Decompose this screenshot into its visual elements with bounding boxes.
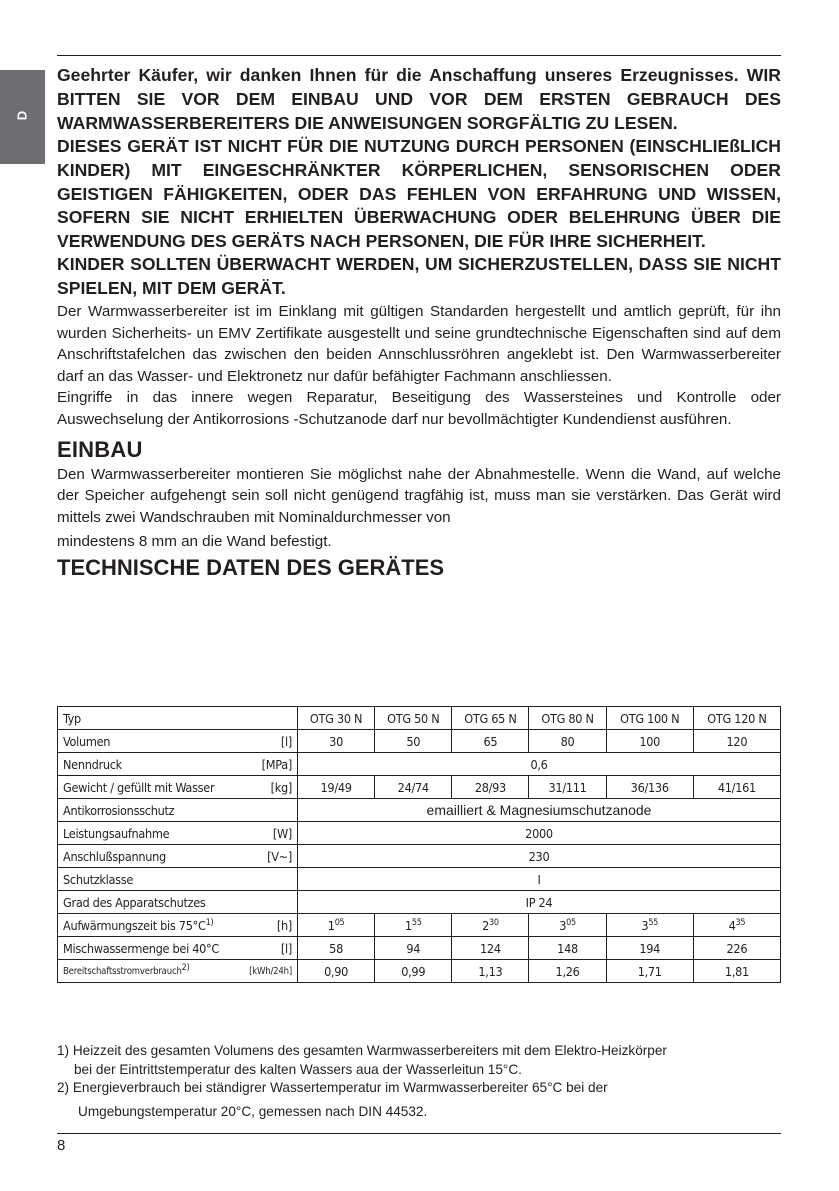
nenndruck-unit: [MPa] [261, 756, 292, 772]
value-cell: 100 [606, 730, 693, 753]
footnote-2: 2) Energieverbrauch bei ständigrer Wassertemperatur im Warmwasserbereiter 65°C bei der [57, 1080, 608, 1095]
tech-data-heading: TECHNISCHE DATEN DES GERÄTES [57, 555, 445, 580]
spannung-label: Anschlußspannung [63, 848, 166, 864]
bereitschaft-unit: [kWh/24h] [249, 965, 292, 977]
model-cell: OTG 65 N [452, 707, 529, 730]
value-cell: emailliert & Magnesiumschutzanode [298, 799, 781, 822]
value-cell: 41/161 [693, 776, 780, 799]
value-cell: 2000 [298, 822, 781, 845]
footnote-2-cont: Umgebungstemperatur 20°C, gemessen nach DIN 44532. [78, 1103, 428, 1119]
table-row [58, 868, 781, 891]
value-cell: 1,26 [529, 960, 606, 983]
value-cell: 31/111 [529, 776, 606, 799]
warning-children: KINDER SOLLTEN ÜBERWACHT WERDEN, UM SICHERZUSTELLEN, DASS SIE NICHT SPIELEN, MIT DEM GERÄT. [57, 254, 781, 299]
row-label-spannung [58, 845, 298, 868]
warning-intro: Geehrter Käufer, wir danken Ihnen für die Anschaffung unseres Erzeugnisses. WIR BITTEN SIE VOR DEM EINBAU UND VOR DEM ERSTEN GEBRAUCH DES WARMWASSERBEREITERS DIE ANWEISUNGEN SORGFÄLTIG ZU LESEN. [57, 65, 781, 133]
row-label-mischwasser [58, 937, 298, 960]
value-cell: 194 [606, 937, 693, 960]
model-cell: OTG 100 N [606, 707, 693, 730]
row-label-bereitschaft [58, 960, 298, 983]
aufwaermzeit-unit: [h] [276, 917, 292, 933]
table-row [58, 822, 781, 845]
footnote-1-cont: bei der Eintrittstemperatur des kalten Wassers aua der Wasserleitun 15°C. [74, 1061, 522, 1077]
row-label-typ: Typ [58, 707, 298, 730]
footnotes [57, 1042, 781, 1121]
leistung-unit: [W] [272, 825, 292, 841]
value-cell: $4^{35}$ [693, 914, 780, 937]
table-row [58, 730, 781, 753]
mischwasser-unit: [l] [280, 940, 292, 956]
row-label-aufwaermzeit [58, 914, 298, 937]
model-cell: OTG 50 N [375, 707, 452, 730]
language-tab [0, 70, 45, 164]
leistung-label: Leistungsaufnahme [63, 825, 170, 841]
language-tab-letter: D [14, 110, 30, 121]
volumen-label: Volumen [63, 733, 111, 749]
row-label-gewicht [58, 776, 298, 799]
value-cell: 94 [375, 937, 452, 960]
table-row [58, 891, 781, 914]
model-cell: OTG 30 N [298, 707, 375, 730]
value-cell: 226 [693, 937, 780, 960]
einbau-text: Den Warmwasserbereiter montieren Sie möglichst nahe der Abnahmestelle. Wenn die Wand, auf welche der Speicher aufgehengt sein soll nicht genügend tragfähig ist, muss man sie verstärken. Das Gerät wird mittels zwei Wandschrauben mit Nominaldurchmesser von [57, 465, 781, 526]
table-row [58, 753, 781, 776]
paragraph-standards: Der Warmwasserbereiter ist im Einklang mit gültigen Standarden hergestellt und amtlich geprüft, für ihn wurden Sicherheits- un EMV Zertifikate ausgestellt und seine grundtechnische Eigenschaften sind auf dem Anschriftstafelchen das zwischen den beiden Annschlussröhren angeklebt ist. Den Warmwasserbereiter darf an das Wasser- und Elektronetz nur dafür befähigter Fachmann anschliessen. [57, 303, 781, 385]
value-cell: I [298, 868, 781, 891]
value-cell: 230 [298, 845, 781, 868]
table-row [58, 960, 781, 983]
table-row [58, 937, 781, 960]
bereitschaft-footnote-ref: 2) [181, 962, 190, 973]
value-cell: 24/74 [375, 776, 452, 799]
mischwasser-label: Mischwassermenge bei 40°C [63, 940, 220, 956]
value-cell: 1,81 [693, 960, 780, 983]
volumen-unit: [l] [280, 733, 292, 749]
value-cell: 124 [452, 937, 529, 960]
page-number: 8 [57, 1137, 66, 1154]
value-cell: 36/136 [606, 776, 693, 799]
table-row [58, 914, 781, 937]
value-cell: $3^{05}$ [529, 914, 606, 937]
main-content [57, 64, 781, 581]
value-cell: 30 [298, 730, 375, 753]
aufwaermzeit-label: Aufwärmungszeit bis 75°C [63, 917, 206, 933]
row-label-volumen [58, 730, 298, 753]
bottom-rule [57, 1133, 781, 1134]
value-cell: 0,6 [298, 753, 781, 776]
value-cell: 28/93 [452, 776, 529, 799]
value-cell: 1,71 [606, 960, 693, 983]
gewicht-unit: [kg] [270, 779, 292, 795]
bereitschaft-label: Bereitschaftsstromverbrauch [63, 965, 182, 977]
einbau-heading: EINBAU [57, 436, 143, 462]
value-cell: $3^{55}$ [606, 914, 693, 937]
warning-persons: DIESES GERÄT IST NICHT FÜR DIE NUTZUNG DURCH PERSONEN (EINSCHLIEßLICH KINDER) MIT EINGESCHRÄNKTER KÖRPERLICHEN, SENSORISCHEN ODER GEISTIGEN FÄHIGKEITEN, ODER DAS FEHLEN VON ERFAHRUNG UND WISSEN, SOFERN SIE NICHT ERHIELTEN ÜBERWACHUNG ODER BELEHRUNG ÜBER DIE VERWENDUNG DES GERÄTS NACH PERSONEN, DIE FÜR IHRE SICHERHEIT. [57, 135, 781, 252]
table-row [58, 776, 781, 799]
value-cell: $1^{55}$ [375, 914, 452, 937]
value-cell: IP 24 [298, 891, 781, 914]
spannung-unit: [V~] [267, 848, 292, 864]
table-row [58, 707, 781, 730]
value-cell: $1^{05}$ [298, 914, 375, 937]
nenndruck-label: Nenndruck [63, 756, 122, 772]
model-cell: OTG 80 N [529, 707, 606, 730]
value-cell: 1,13 [452, 960, 529, 983]
footnote-1: 1) Heizzeit des gesamten Volumens des gesamten Warmwasserbereiters mit dem Elektro-Heizkörper [57, 1043, 667, 1058]
value-cell: 0,99 [375, 960, 452, 983]
table-row [58, 845, 781, 868]
row-label-schutzklasse: Schutzklasse [58, 868, 298, 891]
row-label-antikorrosion: Antikorrosionsschutz [58, 799, 298, 822]
value-cell: 50 [375, 730, 452, 753]
value-cell: $2^{30}$ [452, 914, 529, 937]
value-cell: 148 [529, 937, 606, 960]
value-cell: 120 [693, 730, 780, 753]
row-label-nenndruck [58, 753, 298, 776]
top-rule [57, 55, 781, 56]
paragraph-service: Eingriffe in das innere wegen Reparatur, Beseitigung des Wassersteines und Kontrolle oder Auswechselung der Antikorrosions -Schutzanode darf nur bevollmächtigter Kundendienst ausführen. [57, 389, 781, 429]
model-cell: OTG 120 N [693, 707, 780, 730]
tech-data-table [57, 706, 781, 983]
value-cell: 0,90 [298, 960, 375, 983]
value-cell: 19/49 [298, 776, 375, 799]
row-label-schutzgrad: Grad des Apparatschutzes [58, 891, 298, 914]
value-cell: 65 [452, 730, 529, 753]
einbau-text-tail: mindestens 8 mm an die Wand befestigt. [57, 533, 332, 551]
gewicht-label: Gewicht / gefüllt mit Wasser [63, 779, 215, 795]
table-row [58, 799, 781, 822]
value-cell: 58 [298, 937, 375, 960]
value-cell: 80 [529, 730, 606, 753]
row-label-leistung [58, 822, 298, 845]
aufwaermzeit-footnote-ref: 1) [205, 917, 214, 928]
